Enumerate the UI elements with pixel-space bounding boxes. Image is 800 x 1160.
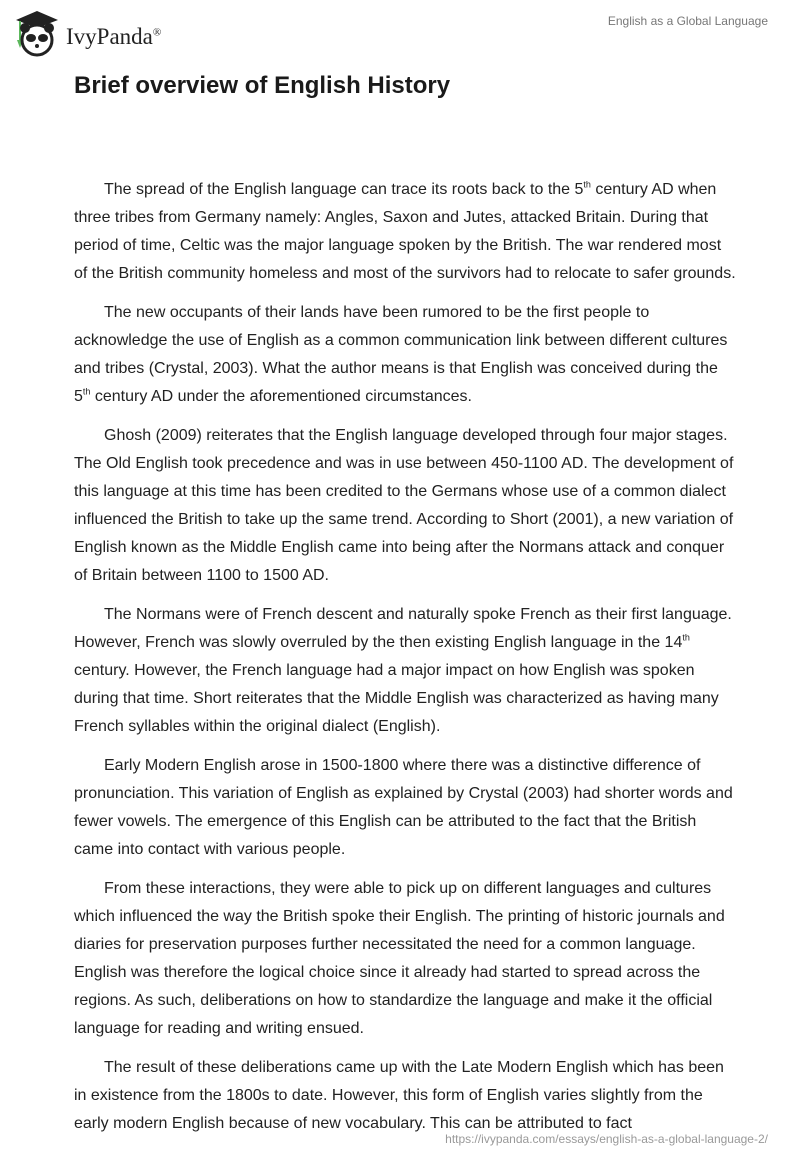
paragraph: The result of these deliberations came up with the Late Modern English which has been in existence from the 1800s to date. However, this form of English varies slightly from the early modern English because of new vocabulary. This can be attributed to fact bbox=[74, 1059, 724, 1132]
panda-graduate-icon bbox=[12, 8, 62, 58]
ivypanda-logo[interactable] bbox=[12, 8, 161, 58]
section-heading: Brief overview of English History bbox=[74, 72, 451, 99]
paragraph: Early Modern English arose in 1500-1800 where there was a distinctive difference of pronunciation. This variation of English as explained by Crystal (2003) had shorter words and fewer vowels. The emergence of this English can be attributed to the fact that the British came into contact with various people. bbox=[74, 757, 733, 858]
paragraph: Ghosh (2009) reiterates that the English language developed through four major stages. The Old English took precedence and was in use between 450-1100 AD. The development of this language at this time has been credited to the Germans whose use of a common dialect influenced the British to take up the same trend. According to Short (2001), a new variation of English known as the Middle English came into being after the Normans attack and conquer of Britain between 1100 to 1500 AD. bbox=[74, 427, 734, 584]
document-title: English as a Global Language bbox=[607, 14, 768, 28]
paragraph: The Normans were of French descent and naturally spoke French as their first language. However, French was slowly overruled by the then existing English language in the 14th century. However, the French language had a major impact on how English was spoken during that time. Short reiterates that the Middle English was characterized as having many French syllables within the original dialect (English). bbox=[74, 606, 732, 735]
essay-body bbox=[74, 176, 736, 1149]
paragraph: The new occupants of their lands have been rumored to be the first people to acknowledge the use of English as a common communication link between different cultures and tribes (Crystal, 2003). What the author means is that English was conceived during the 5th century AD under the aforementioned circumstances. bbox=[74, 304, 728, 405]
logo-text: IvyPanda® bbox=[66, 24, 162, 49]
paragraph: From these interactions, they were able to pick up on different languages and cultures which influenced the way the British spoke their English. The printing of historic journals and diaries for preservation purposes further necessitated the need for a common language. English was therefore the logical choice since it already had started to spread across the regions. As such, deliberations on how to standardize the language and make it the official language for reading and writing ensued. bbox=[74, 880, 725, 1037]
paragraph: The spread of the English language can trace its roots back to the 5th century AD when three tribes from Germany namely: Angles, Saxon and Jutes, attacked Britain. During that period of time, Celtic was the major language spoken by the British. The war rendered most of the British community homeless and most of the survivors had to relocate to safer grounds. bbox=[74, 179, 736, 282]
source-url[interactable]: https://ivypanda.com/essays/english-as-a-global-language-2/ bbox=[445, 1132, 768, 1146]
